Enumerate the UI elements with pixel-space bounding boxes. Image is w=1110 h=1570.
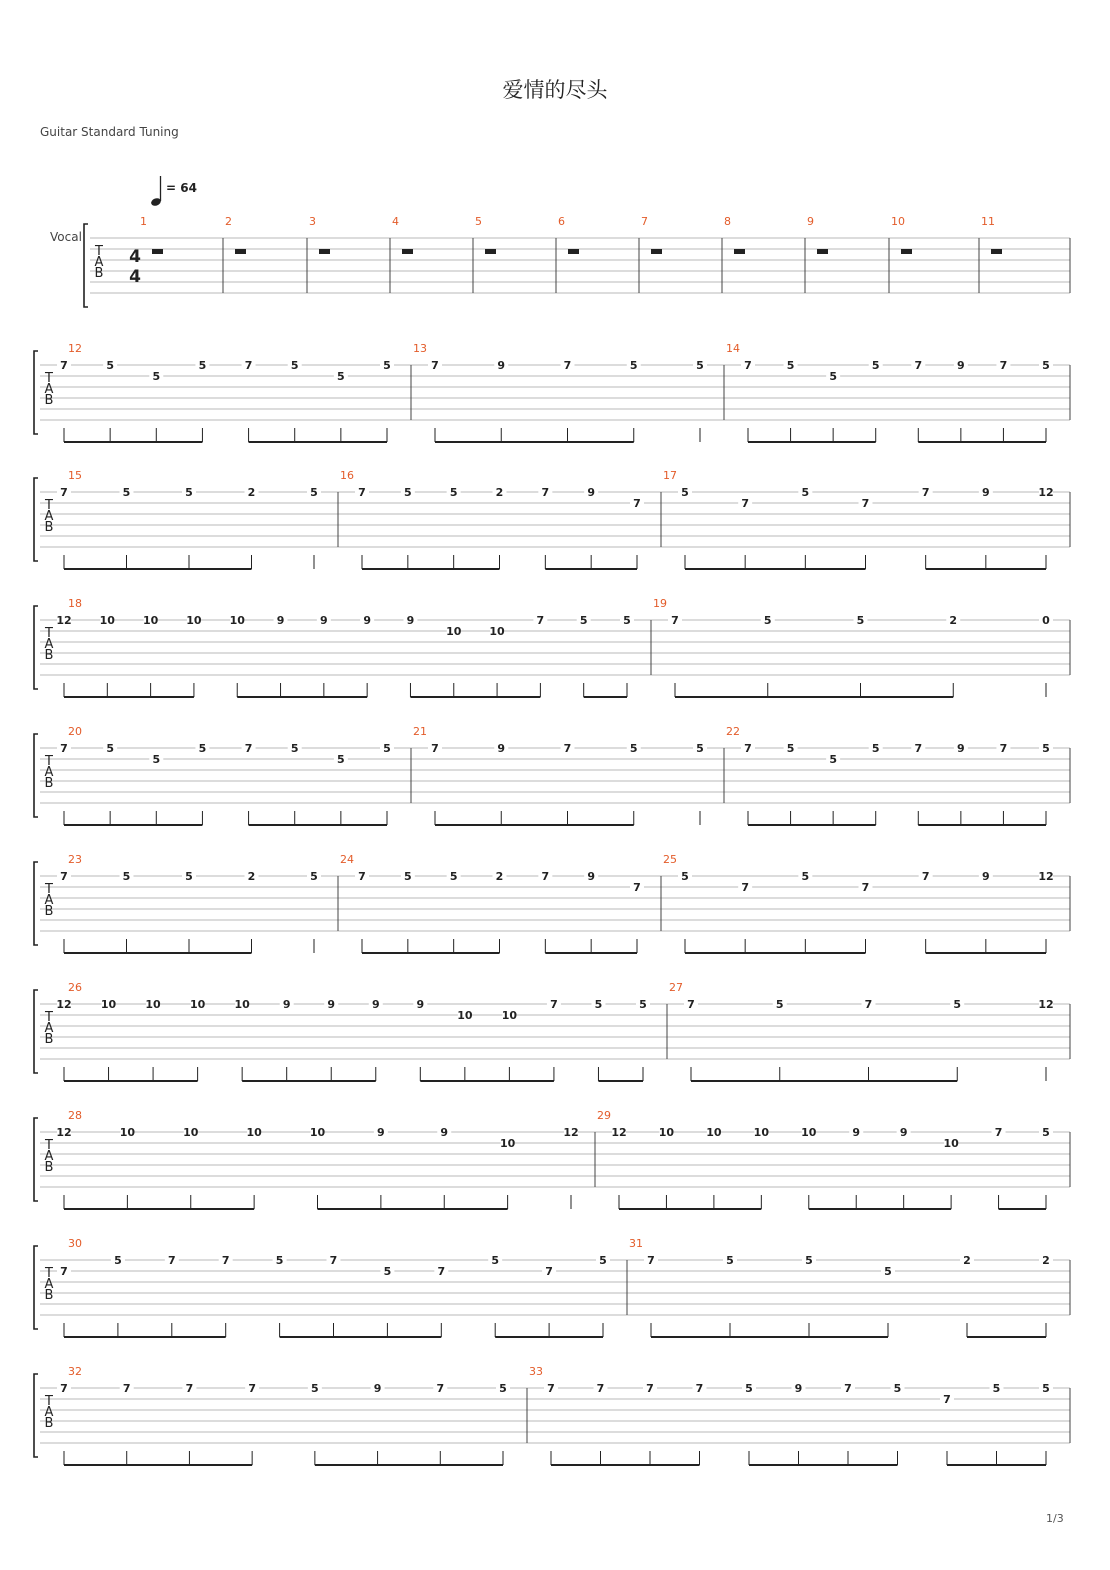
fret-number: 5 <box>275 1254 284 1267</box>
measure-number: 8 <box>724 215 731 228</box>
fret-number: 5 <box>185 870 193 883</box>
fret-number: 10 <box>446 625 462 638</box>
fret-number: 5 <box>745 1382 753 1395</box>
fret-number: 9 <box>320 614 328 627</box>
measure-number: 28 <box>68 1109 82 1122</box>
fret-number: 7 <box>596 1382 605 1395</box>
tab-clef-letter: A <box>44 765 54 780</box>
fret-number: 12 <box>1038 486 1054 499</box>
fret-number: 5 <box>953 998 962 1011</box>
fret-number: 7 <box>60 1382 68 1395</box>
tab-system <box>84 215 1070 307</box>
fret-number: 7 <box>536 614 545 627</box>
fret-number: 7 <box>647 1254 655 1267</box>
fret-number: 10 <box>501 1009 518 1022</box>
measure-number: 29 <box>597 1109 611 1122</box>
fret-number: 10 <box>183 1126 199 1139</box>
fret-number: 9 <box>416 998 425 1011</box>
fret-number: 10 <box>142 614 159 627</box>
measure-number: 18 <box>68 597 82 610</box>
fret-number: 7 <box>431 742 439 755</box>
fret-number: 9 <box>899 1126 908 1139</box>
fret-number: 7 <box>358 870 366 883</box>
fret-number: 7 <box>943 1393 951 1406</box>
fret-number: 7 <box>633 881 641 894</box>
tab-system <box>34 469 1070 569</box>
fret-number: 5 <box>992 1382 1001 1395</box>
fret-number: 10 <box>706 1126 722 1139</box>
fret-number: 7 <box>744 742 752 755</box>
fret-number: 7 <box>633 497 641 510</box>
fret-number: 5 <box>594 998 603 1011</box>
fret-number: 5 <box>681 870 689 883</box>
time-signature-bottom: 4 <box>129 267 141 287</box>
tab-clef-letter: B <box>44 520 54 535</box>
fret-number: 10 <box>943 1137 959 1150</box>
tab-clef-letter: B <box>44 1032 54 1047</box>
half-rest-icon <box>402 249 413 254</box>
tempo-marking: = 64 <box>166 181 197 195</box>
fret-number: 10 <box>499 1137 516 1150</box>
fret-number: 10 <box>119 1126 136 1139</box>
fret-number: 5 <box>629 742 638 755</box>
half-rest-icon <box>319 249 330 254</box>
measure-number: 15 <box>68 469 82 482</box>
fret-number: 5 <box>106 742 114 755</box>
fret-number: 2 <box>495 486 504 499</box>
fret-number: 7 <box>563 359 572 372</box>
half-rest-icon <box>235 249 246 254</box>
fret-number: 5 <box>579 614 588 627</box>
fret-number: 9 <box>377 1126 385 1139</box>
half-rest-icon <box>485 249 496 254</box>
fret-number: 5 <box>801 870 810 883</box>
measure-number: 14 <box>726 342 740 355</box>
fret-number: 9 <box>371 998 380 1011</box>
fret-number: 12 <box>56 1126 72 1139</box>
fret-number: 5 <box>404 870 412 883</box>
fret-number: 12 <box>1038 870 1054 883</box>
fret-number: 5 <box>893 1382 902 1395</box>
measure-number: 26 <box>68 981 82 994</box>
fret-number: 5 <box>290 359 299 372</box>
fret-number: 7 <box>646 1382 654 1395</box>
half-rest-icon <box>568 249 579 254</box>
measure-number: 20 <box>68 725 82 738</box>
fret-number: 7 <box>60 1265 68 1278</box>
tab-clef-letter: A <box>94 255 104 270</box>
tab-clef-letter: B <box>44 904 54 919</box>
fret-number: 5 <box>383 1265 392 1278</box>
fret-number: 5 <box>404 486 412 499</box>
fret-number: 5 <box>1042 1382 1050 1395</box>
fret-number: 5 <box>114 1254 122 1267</box>
fret-number: 5 <box>383 359 391 372</box>
system-bracket <box>34 1118 38 1201</box>
measure-number: 16 <box>340 469 354 482</box>
half-rest-icon <box>152 249 163 254</box>
fret-number: 5 <box>786 742 795 755</box>
fret-number: 7 <box>541 870 550 883</box>
fret-number: 9 <box>982 870 990 883</box>
fret-number: 7 <box>60 870 68 883</box>
tab-clef-letter: B <box>44 1288 54 1303</box>
fret-number: 5 <box>1042 1126 1050 1139</box>
fret-number: 7 <box>550 998 558 1011</box>
fret-number: 5 <box>884 1265 892 1278</box>
tab-clef-letter: A <box>44 893 54 908</box>
fret-number: 0 <box>1042 614 1050 627</box>
measure-number: 5 <box>475 215 482 228</box>
fret-number: 7 <box>844 1382 852 1395</box>
tab-clef-letter: T <box>45 1266 53 1281</box>
fret-number: 7 <box>122 1382 131 1395</box>
fret-number: 5 <box>696 742 704 755</box>
fret-number: 7 <box>221 1254 230 1267</box>
fret-number: 9 <box>794 1382 803 1395</box>
fret-number: 10 <box>658 1126 675 1139</box>
fret-number: 9 <box>587 486 595 499</box>
fret-number: 7 <box>358 486 366 499</box>
measure-number: 25 <box>663 853 677 866</box>
tab-clef-letter: T <box>45 882 53 897</box>
fret-number: 7 <box>914 742 923 755</box>
fret-number: 10 <box>457 1009 473 1022</box>
fret-number: 7 <box>744 359 752 372</box>
tab-system <box>34 981 1070 1081</box>
measure-number: 19 <box>653 597 667 610</box>
tab-clef-letter: A <box>44 1277 54 1292</box>
fret-number: 7 <box>861 881 870 894</box>
fret-number: 5 <box>491 1254 500 1267</box>
fret-number: 9 <box>982 486 990 499</box>
measure-number: 27 <box>669 981 683 994</box>
fret-number: 2 <box>1042 1254 1050 1267</box>
fret-number: 5 <box>856 614 865 627</box>
measure-number: 17 <box>663 469 677 482</box>
tab-clef-letter: B <box>44 1416 54 1431</box>
fret-number: 2 <box>963 1254 971 1267</box>
measure-number: 3 <box>309 215 316 228</box>
fret-number: 5 <box>696 359 704 372</box>
tab-system <box>34 342 1070 442</box>
fret-number: 5 <box>639 998 647 1011</box>
fret-number: 9 <box>282 998 291 1011</box>
measure-number: 9 <box>807 215 814 228</box>
half-rest-icon <box>901 249 912 254</box>
fret-number: 10 <box>246 1126 262 1139</box>
fret-number: 5 <box>310 486 318 499</box>
fret-number: 7 <box>60 359 68 372</box>
fret-number: 7 <box>185 1382 194 1395</box>
tab-clef-letter: A <box>44 382 54 397</box>
fret-number: 7 <box>244 359 253 372</box>
fret-number: 7 <box>999 742 1008 755</box>
fret-number: 5 <box>198 742 207 755</box>
fret-number: 5 <box>499 1382 507 1395</box>
tab-system <box>34 1109 1070 1209</box>
measure-number: 1 <box>140 215 147 228</box>
fret-number: 7 <box>861 497 870 510</box>
measure-number: 24 <box>340 853 354 866</box>
fret-number: 5 <box>449 870 458 883</box>
system-bracket <box>34 990 38 1073</box>
fret-number: 12 <box>56 614 72 627</box>
fret-number: 12 <box>563 1126 579 1139</box>
fret-number: 9 <box>587 870 595 883</box>
fret-number: 12 <box>611 1126 627 1139</box>
fret-number: 2 <box>247 486 256 499</box>
system-bracket <box>34 351 38 434</box>
measure-number: 32 <box>68 1365 82 1378</box>
fret-number: 2 <box>949 614 958 627</box>
fret-number: 7 <box>994 1126 1003 1139</box>
track-name-label: Vocal <box>50 230 82 244</box>
tab-clef-letter: T <box>45 498 53 513</box>
tab-system <box>34 597 1070 697</box>
measure-number: 23 <box>68 853 82 866</box>
fret-number: 5 <box>871 742 880 755</box>
tab-clef-letter: A <box>44 1405 54 1420</box>
fret-number: 9 <box>852 1126 861 1139</box>
fret-number: 5 <box>310 870 318 883</box>
fret-number: 5 <box>337 370 345 383</box>
fret-number: 5 <box>871 359 880 372</box>
fret-number: 5 <box>599 1254 607 1267</box>
fret-number: 7 <box>921 870 930 883</box>
tab-clef-letter: A <box>44 1149 54 1164</box>
measure-number: 22 <box>726 725 740 738</box>
tab-clef-letter: A <box>44 1021 54 1036</box>
fret-number: 7 <box>547 1382 555 1395</box>
fret-number: 7 <box>741 497 749 510</box>
tab-clef-letter: T <box>45 626 53 641</box>
score-title: 爱情的尽头 <box>502 78 608 102</box>
measure-number: 31 <box>629 1237 643 1250</box>
fret-number: 10 <box>186 614 202 627</box>
fret-number: 7 <box>431 359 439 372</box>
tab-clef-letter: B <box>44 776 54 791</box>
measure-number: 4 <box>392 215 399 228</box>
fret-number: 9 <box>276 614 285 627</box>
fret-number: 5 <box>629 359 638 372</box>
fret-number: 5 <box>829 753 837 766</box>
fret-number: 10 <box>100 998 117 1011</box>
measure-number: 21 <box>413 725 427 738</box>
system-bracket <box>34 734 38 817</box>
fret-number: 5 <box>185 486 193 499</box>
fret-number: 10 <box>189 998 206 1011</box>
tuning-label: Guitar Standard Tuning <box>40 125 179 139</box>
fret-number: 7 <box>437 1265 446 1278</box>
fret-number: 5 <box>623 614 631 627</box>
tab-clef-letter: A <box>44 509 54 524</box>
fret-number: 2 <box>495 870 504 883</box>
fret-number: 9 <box>957 742 965 755</box>
half-rest-icon <box>991 249 1002 254</box>
measure-number: 7 <box>641 215 648 228</box>
fret-number: 9 <box>406 614 415 627</box>
fret-number: 5 <box>726 1254 734 1267</box>
fret-number: 7 <box>329 1254 338 1267</box>
tab-clef-letter: T <box>45 371 53 386</box>
fret-number: 7 <box>671 614 679 627</box>
fret-number: 9 <box>497 742 506 755</box>
fret-number: 10 <box>489 625 505 638</box>
fret-number: 7 <box>60 742 68 755</box>
measure-number: 6 <box>558 215 565 228</box>
fret-number: 5 <box>290 742 299 755</box>
system-bracket <box>34 1374 38 1457</box>
fret-number: 5 <box>829 370 837 383</box>
measure-number: 10 <box>891 215 905 228</box>
fret-number: 7 <box>921 486 930 499</box>
time-signature-top: 4 <box>129 247 141 267</box>
fret-number: 5 <box>1042 742 1050 755</box>
fret-number: 9 <box>497 359 506 372</box>
tab-clef-letter: B <box>44 1160 54 1175</box>
tab-system <box>34 1365 1070 1465</box>
fret-number: 7 <box>248 1382 256 1395</box>
page-number: 1/3 <box>1046 1512 1064 1525</box>
fret-number: 5 <box>786 359 795 372</box>
fret-number: 5 <box>383 742 391 755</box>
system-bracket <box>34 478 38 561</box>
fret-number: 9 <box>363 614 371 627</box>
fret-number: 7 <box>167 1254 176 1267</box>
fret-number: 7 <box>541 486 550 499</box>
fret-number: 7 <box>687 998 695 1011</box>
measure-number: 12 <box>68 342 82 355</box>
fret-number: 5 <box>449 486 458 499</box>
fret-number: 5 <box>681 486 689 499</box>
tab-clef-letter: B <box>94 266 104 281</box>
fret-number: 10 <box>753 1126 769 1139</box>
fret-number: 7 <box>914 359 923 372</box>
tab-clef-letter: B <box>44 648 54 663</box>
fret-number: 10 <box>234 998 250 1011</box>
fret-number: 7 <box>436 1382 445 1395</box>
tab-clef-letter: T <box>45 1394 53 1409</box>
fret-number: 5 <box>122 870 131 883</box>
tab-system <box>34 725 1070 825</box>
fret-number: 7 <box>563 742 572 755</box>
fret-number: 5 <box>775 998 784 1011</box>
fret-number: 7 <box>741 881 749 894</box>
fret-number: 10 <box>801 1126 817 1139</box>
fret-number: 10 <box>99 614 115 627</box>
fret-number: 2 <box>247 870 256 883</box>
fret-number: 10 <box>229 614 245 627</box>
fret-number: 7 <box>864 998 873 1011</box>
fret-number: 12 <box>56 998 72 1011</box>
fret-number: 9 <box>373 1382 382 1395</box>
tab-clef-letter: B <box>44 393 54 408</box>
fret-number: 5 <box>122 486 131 499</box>
measure-number: 2 <box>225 215 232 228</box>
fret-number: 5 <box>311 1382 319 1395</box>
system-bracket <box>84 224 88 307</box>
measure-number: 30 <box>68 1237 82 1250</box>
half-rest-icon <box>817 249 828 254</box>
system-bracket <box>34 606 38 689</box>
half-rest-icon <box>734 249 745 254</box>
fret-number: 5 <box>801 486 810 499</box>
fret-number: 7 <box>244 742 253 755</box>
tab-clef-letter: T <box>45 754 53 769</box>
tab-clef-letter: A <box>44 637 54 652</box>
measure-number: 11 <box>981 215 995 228</box>
fret-number: 12 <box>1038 998 1054 1011</box>
fret-number: 10 <box>145 998 161 1011</box>
tab-clef-letter: T <box>45 1138 53 1153</box>
fret-number: 5 <box>805 1254 813 1267</box>
fret-number: 5 <box>106 359 114 372</box>
measure-number: 33 <box>529 1365 543 1378</box>
fret-number: 9 <box>327 998 336 1011</box>
fret-number: 5 <box>152 370 161 383</box>
system-bracket <box>34 1246 38 1329</box>
fret-number: 9 <box>957 359 965 372</box>
fret-number: 7 <box>60 486 68 499</box>
fret-number: 7 <box>695 1382 704 1395</box>
fret-number: 9 <box>440 1126 449 1139</box>
fret-number: 5 <box>337 753 345 766</box>
tab-system <box>34 1237 1070 1337</box>
fret-number: 5 <box>198 359 207 372</box>
fret-number: 5 <box>763 614 772 627</box>
fret-number: 10 <box>309 1126 326 1139</box>
tab-clef-letter: T <box>45 1010 53 1025</box>
fret-number: 5 <box>152 753 161 766</box>
measure-number: 13 <box>413 342 427 355</box>
tab-clef-letter: T <box>95 244 103 259</box>
fret-number: 7 <box>545 1265 553 1278</box>
fret-number: 5 <box>1042 359 1050 372</box>
half-rest-icon <box>651 249 662 254</box>
system-bracket <box>34 862 38 945</box>
tab-system <box>34 853 1070 953</box>
fret-number: 7 <box>999 359 1008 372</box>
